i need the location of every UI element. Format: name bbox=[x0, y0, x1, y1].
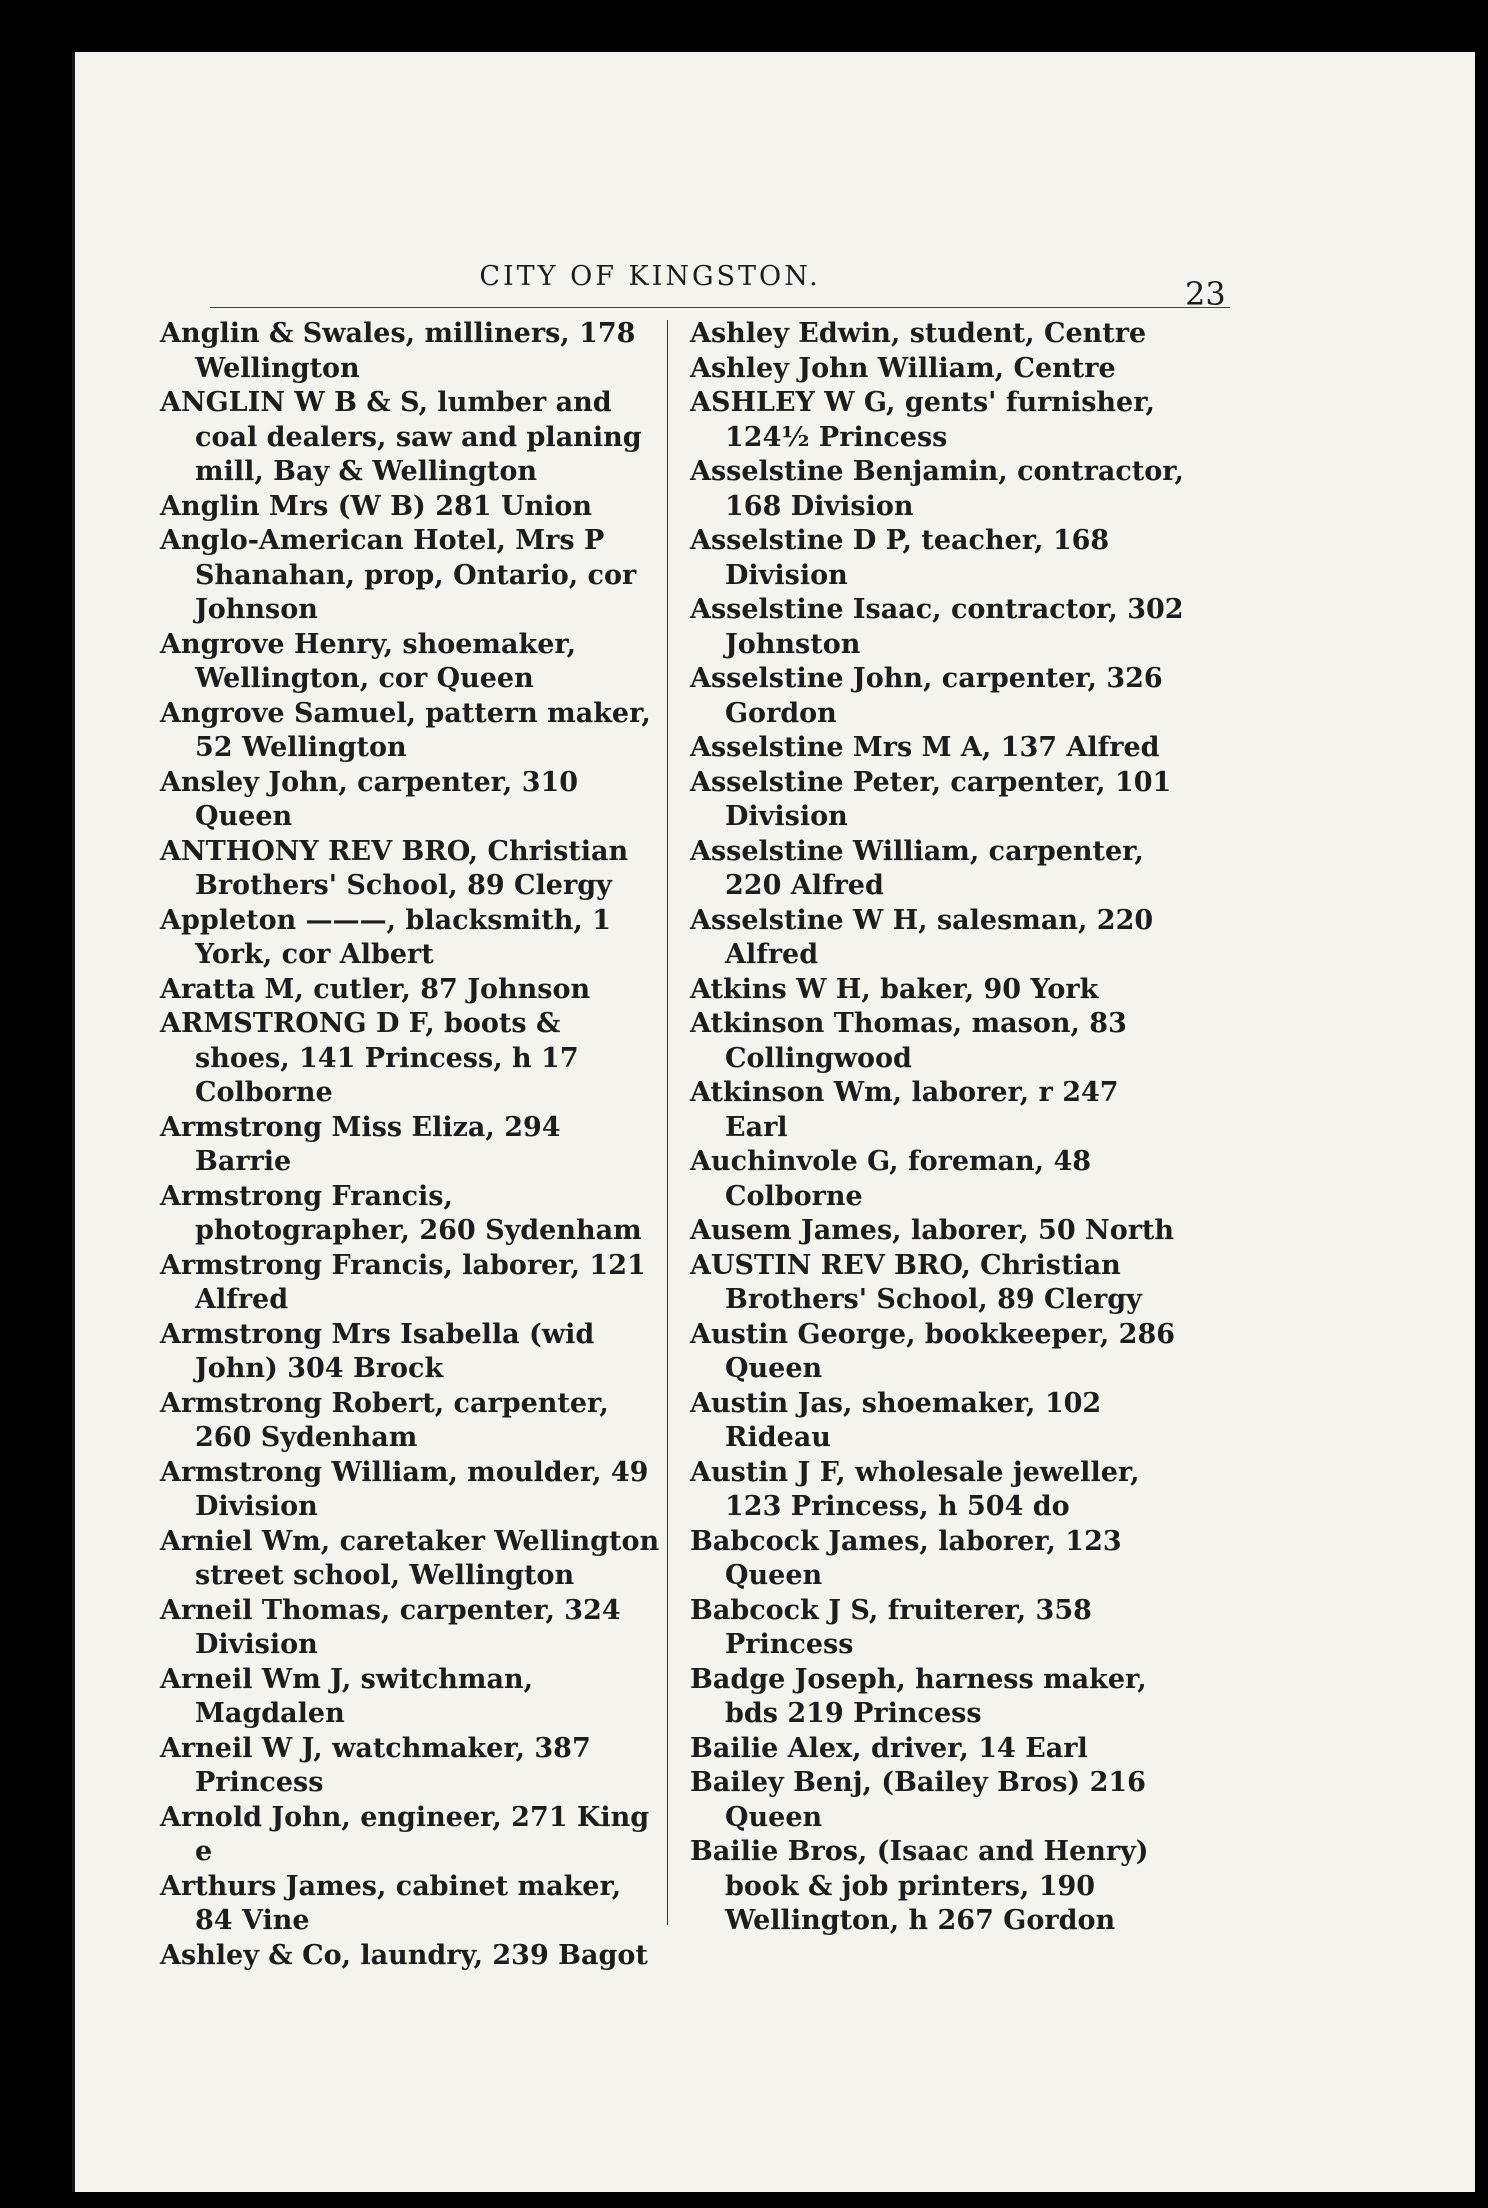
directory-entry: Atkins W H, baker, 90 York bbox=[690, 973, 1099, 1005]
directory-entry: Arnold John, engineer, 271 King e bbox=[160, 1801, 650, 1867]
directory-entry: Ashley Edwin, student, Centre bbox=[690, 318, 1147, 349]
directory-entry: Anglo-American Hotel, Mrs P Shanahan, prop, Ontario, cor Johnson bbox=[160, 525, 637, 625]
directory-entry: ARMSTRONG D F, boots & shoes, 141 Princess, h 17 Colborne bbox=[160, 1008, 579, 1108]
directory-entry: Armstrong Francis, laborer, 121 Alfred bbox=[160, 1249, 646, 1315]
directory-entry: Angrove Henry, shoemaker, Wellington, cor Queen bbox=[160, 628, 577, 694]
directory-entry: Austin Jas, shoemaker, 102 Rideau bbox=[690, 1387, 1102, 1453]
page-header bbox=[75, 257, 1475, 317]
directory-entry: Asselstine John, carpenter, 326 Gordon bbox=[690, 663, 1163, 729]
directory-entry: Asselstine Benjamin, contractor, 168 Division bbox=[690, 456, 1184, 522]
directory-entry: Ashley & Co, laundry, 239 Bagot bbox=[160, 1939, 648, 1971]
directory-entry: Bailie Bros, (Isaac and Henry) book & job printers, 190 Wellington, h 267 Gordon bbox=[690, 1836, 1149, 1936]
left-column bbox=[160, 317, 660, 1973]
directory-entry: Angrove Samuel, pattern maker, 52 Wellington bbox=[160, 697, 651, 763]
directory-entry: Anglin Mrs (W B) 281 Union bbox=[160, 490, 593, 522]
directory-entry: Aratta M, cutler, 87 Johnson bbox=[160, 973, 591, 1005]
directory-entry: Arniel Wm, caretaker Wellington street school, Wellington bbox=[160, 1525, 660, 1591]
directory-entry: Asselstine Isaac, contractor, 302 Johnston bbox=[690, 594, 1184, 660]
directory-entry: Arneil W J, watchmaker, 387 Princess bbox=[160, 1732, 591, 1798]
directory-entry: Austin J F, wholesale jeweller, 123 Princess, h 504 do bbox=[690, 1456, 1140, 1522]
directory-entry: Armstrong Robert, carpenter, 260 Sydenham bbox=[160, 1387, 609, 1453]
directory-entry: Badge Joseph, harness maker, bds 219 Princess bbox=[690, 1663, 1147, 1729]
directory-entry: Ansley John, carpenter, 310 Queen bbox=[160, 766, 579, 832]
directory-entry: Armstrong Mrs Isabella (wid John) 304 Brock bbox=[160, 1318, 595, 1384]
directory-entry: Atkinson Thomas, mason, 83 Collingwood bbox=[690, 1008, 1127, 1074]
directory-entry: Arthurs James, cabinet maker, 84 Vine bbox=[160, 1870, 622, 1936]
directory-entry: Ausem James, laborer, 50 North bbox=[690, 1215, 1175, 1246]
directory-entry: Appleton ———, blacksmith, 1 York, cor Albert bbox=[160, 904, 611, 970]
directory-entry: Asselstine William, carpenter, 220 Alfred bbox=[690, 835, 1144, 901]
directory-entry: Babcock James, laborer, 123 Queen bbox=[690, 1525, 1122, 1591]
directory-entry: Bailie Alex, driver, 14 Earl bbox=[690, 1732, 1088, 1764]
directory-entry: ASHLEY W G, gents' furnisher, 124½ Princess bbox=[690, 387, 1155, 453]
directory-entry: Asselstine Peter, carpenter, 101 Division bbox=[690, 766, 1172, 832]
header-rule bbox=[210, 307, 1230, 308]
directory-entry: Auchinvole G, foreman, 48 Colborne bbox=[690, 1146, 1092, 1212]
directory-entry: Anglin & Swales, milliners, 178 Wellington bbox=[160, 318, 636, 384]
directory-page bbox=[72, 52, 1475, 2192]
directory-entry: Ashley John William, Centre bbox=[690, 352, 1116, 384]
page-number: 23 bbox=[1185, 275, 1226, 313]
directory-entry: Arneil Thomas, carpenter, 324 Division bbox=[160, 1594, 621, 1660]
directory-entry: AUSTIN REV BRO, Christian Brothers' School, 89 Clergy bbox=[690, 1249, 1142, 1315]
running-head: CITY OF KINGSTON. bbox=[479, 261, 821, 292]
directory-entry: Armstrong William, moulder, 49 Division bbox=[160, 1456, 649, 1522]
column-divider bbox=[667, 320, 668, 1925]
directory-entry: Babcock J S, fruiterer, 358 Princess bbox=[690, 1594, 1092, 1660]
directory-entry: Arneil Wm J, switchman, Magdalen bbox=[160, 1663, 534, 1729]
right-column bbox=[690, 317, 1190, 1939]
directory-entry: Armstrong Miss Eliza, 294 Barrie bbox=[160, 1111, 561, 1177]
directory-entry: Bailey Benj, (Bailey Bros) 216 Queen bbox=[690, 1767, 1146, 1833]
directory-entry: Asselstine W H, salesman, 220 Alfred bbox=[690, 904, 1154, 970]
directory-entry: Asselstine D P, teacher, 168 Division bbox=[690, 525, 1110, 591]
directory-entry: Atkinson Wm, laborer, r 247 Earl bbox=[690, 1077, 1119, 1143]
directory-entry: ANTHONY REV BRO, Christian Brothers' School, 89 Clergy bbox=[160, 835, 629, 901]
directory-entry: ANGLIN W B & S, lumber and coal dealers, saw and planing mill, Bay & Wellington bbox=[160, 387, 642, 487]
directory-entry: Austin George, bookkeeper, 286 Queen bbox=[690, 1318, 1176, 1384]
directory-entry: Armstrong Francis, photographer, 260 Sydenham bbox=[160, 1180, 642, 1246]
directory-entry: Asselstine Mrs M A, 137 Alfred bbox=[690, 732, 1160, 763]
